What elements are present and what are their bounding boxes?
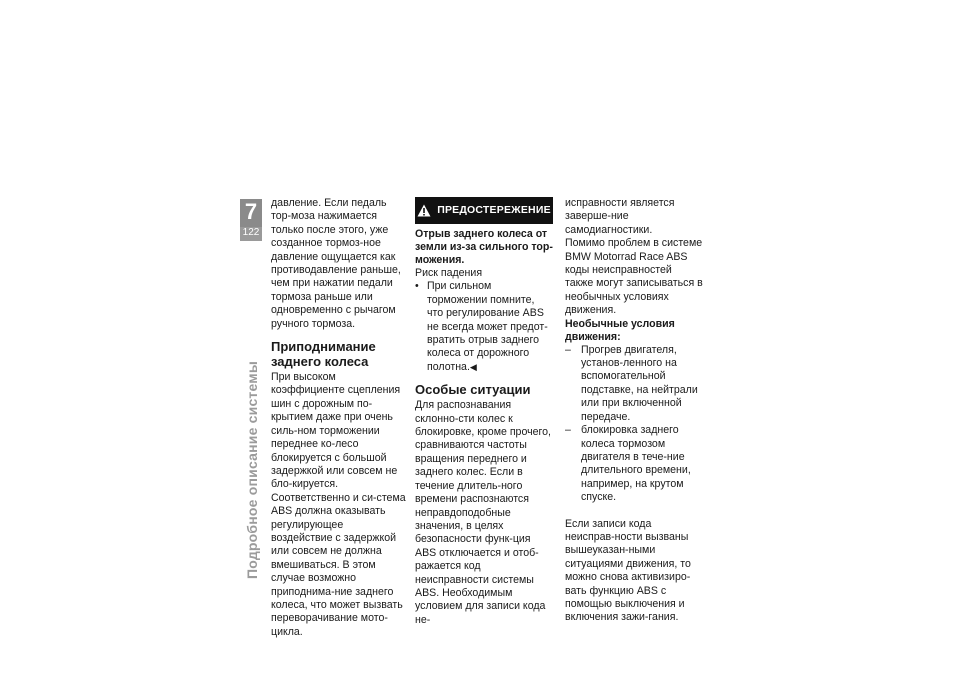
chapter-number: 7 — [244, 199, 258, 224]
paragraph-rear-wheel-lift: При высоком коэффициенте сцепления шин с дорожным по-крытием даже при очень силь-ном торможении переднее ко-лесо блокируется с большой задержкой или совсем не бло-кируется. Соответственно и си-стема ABS должна оказывать регулирующее воздействие с задержкой или совсем не должна вмешиваться. В этом случае возможно приподнима-ние заднего колеса, что может вызвать переворачивание мото-цикла. — [271, 371, 406, 638]
end-mark-icon: ◀ — [469, 361, 477, 372]
heading-special-situations: Особые ситуации — [415, 382, 531, 398]
paragraph-diagnostics: исправности является заверше-ние самодиагностики. — [565, 197, 675, 236]
list-item: – Прогрев двигателя, установ-ленного на вспомогательной подставке, на нейтрали или при включенной передаче. — [565, 344, 703, 424]
paragraph-pedal: давление. Если педаль тор-моза нажимается только после этого, уже созданное тормоз-ное давление ощущается как противодавление раньше, чем при нажатии педали тормоза раньше или одновременно с рычагом ручного тормоза. — [271, 197, 401, 330]
warning-triangle-icon — [417, 204, 431, 217]
page-number: 122 — [242, 227, 260, 238]
side-chapter-title: Подробное описание системы — [244, 361, 260, 579]
page-number-box — [240, 227, 262, 241]
heading-rear-wheel-lift: Приподнимание заднего колеса — [271, 339, 376, 370]
warning-bullet-text: При сильном торможении помните, что регулирование ABS не всегда может предот-вратить отрыв заднего колеса от дорожного полотна. — [427, 280, 548, 373]
spacer — [565, 505, 703, 518]
heading-unusual-conditions: Необычные условия движения: — [565, 317, 675, 343]
list-item: – блокировка заднего колеса тормозом двигателя в тече-ние длительного времени, например, на крутом спуске. — [565, 424, 703, 504]
column-2 — [415, 197, 553, 627]
list-item — [415, 280, 553, 374]
column-1 — [271, 197, 407, 639]
column-3 — [565, 197, 703, 625]
warning-label: ПРЕДОСТЕРЕЖЕНИЕ — [437, 203, 551, 216]
paragraph-reactivation: Если записи кода неисправ-ности вызваны вышеуказан-ными ситуациями движения, то можно снова активизиро-вать функцию ABS с помощью выключения и включения зажи-гания. — [565, 517, 691, 624]
paragraph-special-situations: Для распознавания склонно-сти колес к блокировке, кроме прочего, сравниваются частоты вращения переднего и заднего колес. Если в течение длитель-ного времени распознаются неправдоподобные значения, в целях безопасности функ-ция ABS отключается и отоб-ражается код неисправности системы ABS. Необходимым условием для записи кода не- — [415, 399, 551, 626]
risk-text: Риск падения — [415, 267, 483, 279]
paragraph-race-abs: Помимо проблем в системе BMW Motorrad Race ABS коды неисправностей также могут записываться в необычных условиях движения. — [565, 237, 703, 317]
warning-list — [415, 280, 553, 374]
warning-title: Отрыв заднего колеса от земли из-за сильного тор-можения. — [415, 228, 553, 266]
warning-banner — [415, 197, 553, 224]
unusual-conditions-list — [565, 344, 703, 505]
